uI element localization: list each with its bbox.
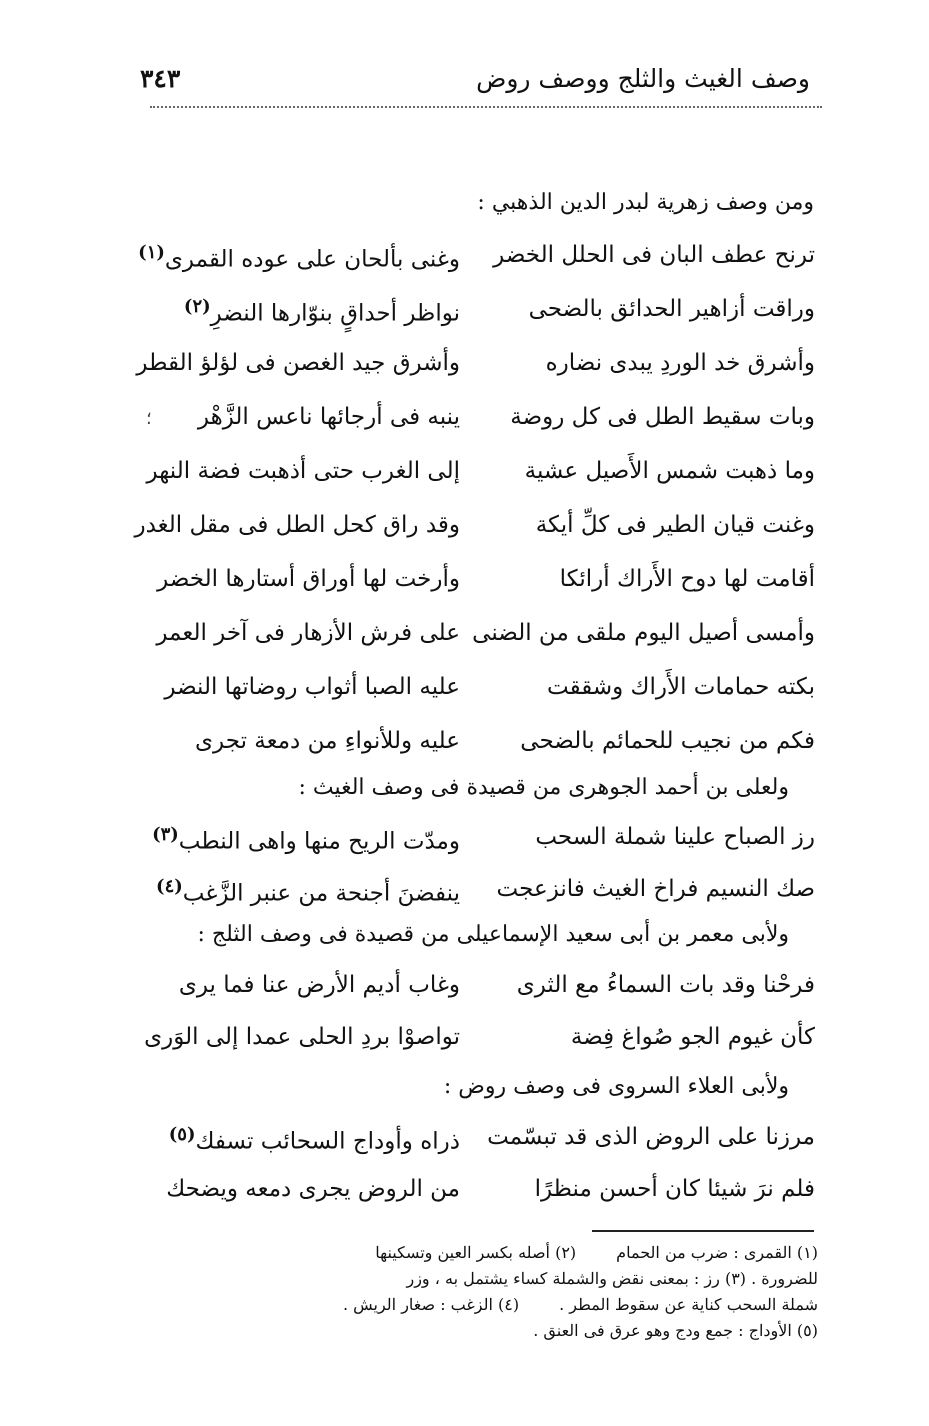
section-intro: ولأبى معمر بن أبى سعيد الإسماعيلى من قصيدة فى وصف الثلج : [197,922,789,947]
verse-second-hemistich: إلى الغرب حتى أذهبت فضة النهر [146,458,460,484]
section-intro: ولعلى بن أحمد الجوهرى من قصيدة فى وصف الغيث : [298,775,789,800]
margin-mark: ؛ [146,408,152,429]
verse-second-hemistich: ينفضنَ أجنحة من عنبر الزَّغب$^{(٤)}$ [156,876,460,907]
footnote-line: (١) القمرى : ضرب من الحمام(٢) أصله بكسر العين وتسكينها [375,1243,818,1262]
verse-first-hemistich: وأشرق خد الوردِ يبدى نضاره [545,350,815,376]
verse-second-hemistich: وغاب أديم الأرض عنا فما يرى [178,972,460,998]
verse-line [140,1124,815,1166]
verse-first-hemistich: وما ذهبت شمس الأَصيل عشية [524,458,815,484]
verse-line [136,350,815,392]
footnote-marker: (٣) [152,824,179,845]
footnote-line: للضرورة . (٣) رز : بمعنى نقض والشملة كساء يشتمل به ، وزر [406,1269,818,1288]
verse-line [140,824,815,866]
footnote-divider [592,1230,814,1232]
verse-second-hemistich: من الروض يجرى دمعه ويضحك [166,1176,460,1202]
verse-line [140,242,815,284]
footnote-marker: (٤) [156,876,183,897]
verse-line [140,972,815,1014]
verse-line [140,404,815,446]
verse-second-hemistich: تواصوْا بردِ الحلى عمدا إلى الوَرى [144,1024,460,1050]
verse-second-hemistich: نواظر أحداقٍ بنوّارها النضرِ$^{(٢)}$ [183,296,460,327]
section-intro: ولأبى العلاء السروى فى وصف روض : [443,1074,789,1099]
verse-second-hemistich: ينبه فى أرجائها ناعس الزَّهْر [197,404,460,430]
header-divider [150,106,822,108]
verse-first-hemistich: ترنح عطف البان فى الحلل الخضر [493,242,815,268]
verse-second-hemistich: على فرش الأزهار فى آخر العمر [156,620,460,646]
footnote-line: (٥) الأوداج : جمع ودج وهو عرق فى العنق . [533,1321,818,1340]
footnotes [138,1240,818,1344]
verse-line [140,620,815,662]
verse-first-hemistich: صك النسيم فراخ الغيث فانزعجت [496,876,815,902]
verse-first-hemistich: فكم من نجيب للحمائم بالضحى [520,728,815,754]
verse-second-hemistich: وغنى بألحان على عوده القمرى$^{(١)}$ [138,242,460,273]
verse-second-hemistich: وأشرق جيد الغصن فى لؤلؤ القطر [136,350,460,376]
verse-line [140,1024,815,1066]
verse-second-hemistich: ذراه وأوداج السحائب تسفك$^{(٥)}$ [168,1124,460,1155]
verse-line [140,674,815,716]
verse-first-hemistich: وراقت أزاهير الحدائق بالضحى [528,296,815,322]
verse-line [140,458,815,500]
verse-line [140,728,815,770]
footnote-marker: (٥) [168,1124,196,1145]
verse-first-hemistich: فرحْنا وقد بات السماءُ مع الثرى [516,972,815,998]
verse-second-hemistich: عليه الصبا أثواب روضاتها النضر [164,674,460,700]
verse-first-hemistich: رز الصباح علينا شملة السحب [535,824,815,850]
verse-line [140,296,815,338]
verse-line [134,512,815,554]
verse-first-hemistich: أقامت لها دوح الأَراك أرائكا [559,566,815,592]
verse-line [140,1176,815,1218]
verse-second-hemistich: وأرخت لها أوراق أستارها الخضر [157,566,460,592]
verse-first-hemistich: وغنت قيان الطير فى كلِّ أيكة [535,512,815,538]
verse-first-hemistich: بكته حمامات الأَراك وشققت [546,674,815,700]
verse-second-hemistich: عليه وللأنواءِ من دمعة تجرى [195,728,460,754]
section-intro: ومن وصف زهرية لبدر الدين الذهبي : [477,190,814,215]
footnote-marker: (١) [138,242,165,263]
verse-first-hemistich: فلم نرَ شيئا كان أحسن منظرًا [534,1176,815,1202]
verse-first-hemistich: وبات سقيط الطل فى كل روضة [510,404,815,430]
verse-first-hemistich: كأن غيوم الجو صُواغ فِضة [570,1024,815,1050]
verse-second-hemistich: وقد راق كحل الطل فى مقل الغدر [134,512,460,538]
running-title: وصف الغيث والثلج ووصف روض [476,63,810,93]
verse-line [140,876,815,918]
verse-first-hemistich: مرزنا على الروض الذى قد تبسّمت [487,1124,815,1150]
page-header [140,58,820,98]
verse-first-hemistich: وأمسى أصيل اليوم ملقى من الضنى [472,620,815,646]
verse-line [140,566,815,608]
footnote-line: شملة السحب كناية عن سقوط المطر .(٤) الزغب : صغار الريش . [342,1295,818,1314]
page-number: ٣٤٣ [140,63,181,93]
verse-second-hemistich: ومدّت الريح منها واهى النطب$^{(٣)}$ [152,824,460,855]
footnote-marker: (٢) [183,296,211,317]
